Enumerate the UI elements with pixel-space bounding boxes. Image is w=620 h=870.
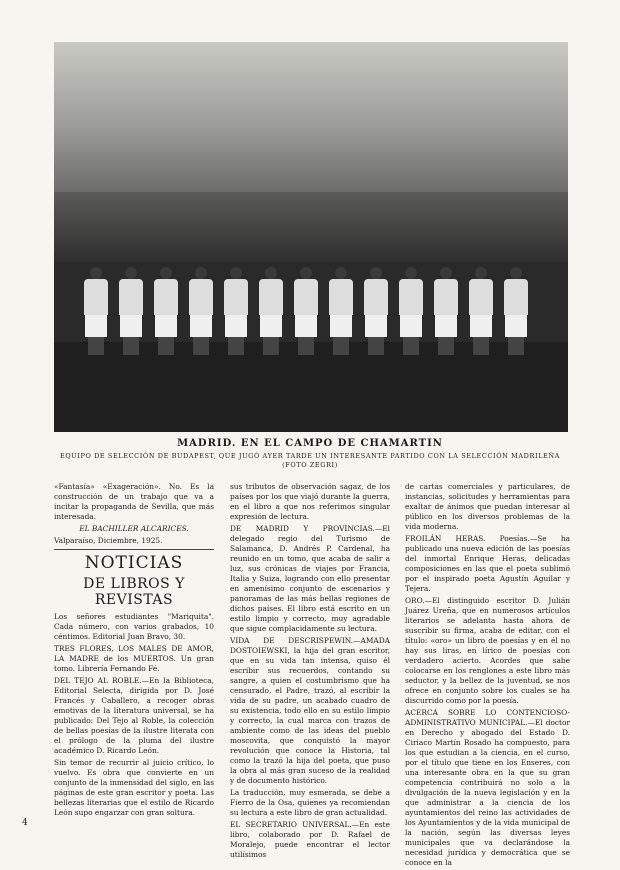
paragraph: TRES FLORES, LOS MALES DE AMOR, LA MADRE de los MUERTOS. Un gran tomo. Librería Fernando Fé. <box>54 644 214 673</box>
photo-caption-subtitle: EQUIPO DE SELECCIÓN DE BUDAPEST, QUE JUGÓ AYER TARDE UN INTERESANTE PARTIDO CON LA SELECCIÓN MADRILEÑA (FOTO ZEGRI) <box>60 452 560 469</box>
paragraph: sus tributos de observación sagaz, de los países por los que viajó durante la guerra, en el libro a que nos referimos singular expresión de lectura. <box>230 482 390 521</box>
team-photo <box>54 42 568 432</box>
paragraph: ORO.—El distinguido escritor D. Julián Juárez Ureña, que en numerosos artículos literarios se adelanta hasta ahora de suscribir su firma, acaba de editar, con el título: «oro» un libro de poesías y en él no hay sus liras, en lírico de poesías con verdadero acierto. Acordes que sabe colocarse en los renglones a este libro más seductor, y la bellez de la juventud, se nos ofrece en conjunto sobre los cuales se ha discurrido como por la poesía. <box>405 596 570 705</box>
section-subheading: DE LIBROS Y REVISTAS <box>83 576 185 608</box>
photo-stands <box>54 192 568 262</box>
paragraph: Sin temor de recurrir al juicio crítico, lo vuelvo. Es obra que convierte en un conjunto de la inmensidad del siglo, en las páginas de este gran escritor y poeta. Las bellezas literarias que el estilo de Ricardo León supo engarzar con gran soltura. <box>54 758 214 817</box>
player-figure <box>469 267 493 357</box>
signature: EL BACHILLER ALCARICES. <box>79 524 189 533</box>
section-heading: NOTICIAS <box>84 553 184 573</box>
player-figure <box>259 267 283 357</box>
player-figure <box>329 267 353 357</box>
player-figure <box>364 267 388 357</box>
player-figure <box>504 267 528 357</box>
paragraph: «Fantasía» «Exageración». No. Es la construcción de un trabajo que va a incitar la propaganda de Sevilla, que más interesada. <box>54 482 214 521</box>
photo-caption-title: MADRID. EN EL CAMPO DE CHAMARTIN <box>177 438 443 449</box>
paragraph: FROILÁN HERAS. Poesías.—Se ha publicado una nueva edición de las poesías del inmortal Enrique Heras, delicadas composiciones en las que el poeta sublimó por el inspirado poeta Agustín Aguilar y Tejera. <box>405 534 570 593</box>
player-figure <box>119 267 143 357</box>
player-figure <box>224 267 248 357</box>
player-figure <box>434 267 458 357</box>
paragraph: de cartas comerciales y particulares, de instancias, solicitudes y herramientas para exaltar de ánimos que puedan interesar al público en los diversos problemas de la vida moderna. <box>405 482 570 531</box>
player-figure <box>294 267 318 357</box>
paragraph: VIDA DE DESCRISPEWIN.—AMADA DOSTOIEWSKI, la hija del gran escritor, que en su vida tan intensa, quiso él escribir sus recuerdos, contando su sangre, a quien el costumbrismo que ha censurado, el Padre, trazó, al escribir la vida de su padre, un acabado cuadro de su existencia, todo ello en su estilo limpio y correcto, la cual marca con trazos de ambiente como de las ideas del pueblo moscovita, que conquistó la mayor revolución que conoce la Historia, tal como la trazó la hija del poeta, que puso la obra al más gran suceso de la realidad y de documento histórico. <box>230 636 390 785</box>
page-number: 4 <box>22 818 28 828</box>
divider <box>54 549 214 550</box>
paragraph: DE MADRID Y PROVINCIAS.—El delegado regio del Turismo de Salamanca, D. Andrés P. Cardenal, ha reunido en un tomo, que acaba de salir a luz, sus crónicas de viajes por Francia, Italia y Suiza, logrando con ello presentar en amenísimo conjunto de escenarios y panoramas de las más bellas regiones de dichos países. El libro está escrito en un estilo limpio y correcto, muy agradable que sigue complacidamente su lectura. <box>230 524 390 633</box>
player-figure <box>154 267 178 357</box>
player-figure <box>84 267 108 357</box>
dateline: Valparaíso, Diciembre, 1925. <box>54 536 163 545</box>
paragraph: Los señores estudiantes "Mariquita". Cada número, con varios grabados, 10 céntimos. Editorial Juan Bravo, 30. <box>54 612 214 641</box>
paragraph: EL SECRETARIO UNIVERSAL.—En este libro, colaborado por D. Rafael de Moralejo, puede encontrar el lector utilísimos <box>230 820 390 859</box>
player-figure <box>189 267 213 357</box>
column-2 <box>230 482 390 862</box>
photo-sky <box>54 42 568 192</box>
paragraph: DEL TEJO AL ROBLE.—En la Biblioteca, Editorial Selecta, dirigida por D. José Francés y Caballero, a recoger obras emotivas de la literatura universal, se ha publicado: Del Tejo al Roble, la colección de bellas poesías de la ilustre literata con el prólogo de la pluma del ilustre académico D. Ricardo León. <box>54 676 214 755</box>
player-figure <box>399 267 423 357</box>
column-3 <box>405 482 570 870</box>
paragraph: La traducción, muy esmerada, se debe a Fierro de la Osa, quienes ya recomiendan su lectura a este libro de gran actualidad. <box>230 788 390 817</box>
column-1 <box>54 482 214 820</box>
paragraph: ACERCA SOBRE LO CONTENCIOSO-ADMINISTRATIVO MUNICIPAL.—El doctor en Derecho y abogado del Estado D. Ciriaco Martín Rosado ha compuesto, para los que estudian a la ciencia, en el curso, por el título que tiene en los Enseres, con una interesante obra en la que su gran competencia contribuirá no solo a la divulgación de la nueva legislación y en la que administrar a la ciencia de los ayuntamientos del reino las actividades de los Ayuntamientos y de la vida municipal de la nación, según las diversas leyes municipales que va declarándose la necesidad jurídica y democrática que se conoce en la <box>405 708 570 867</box>
